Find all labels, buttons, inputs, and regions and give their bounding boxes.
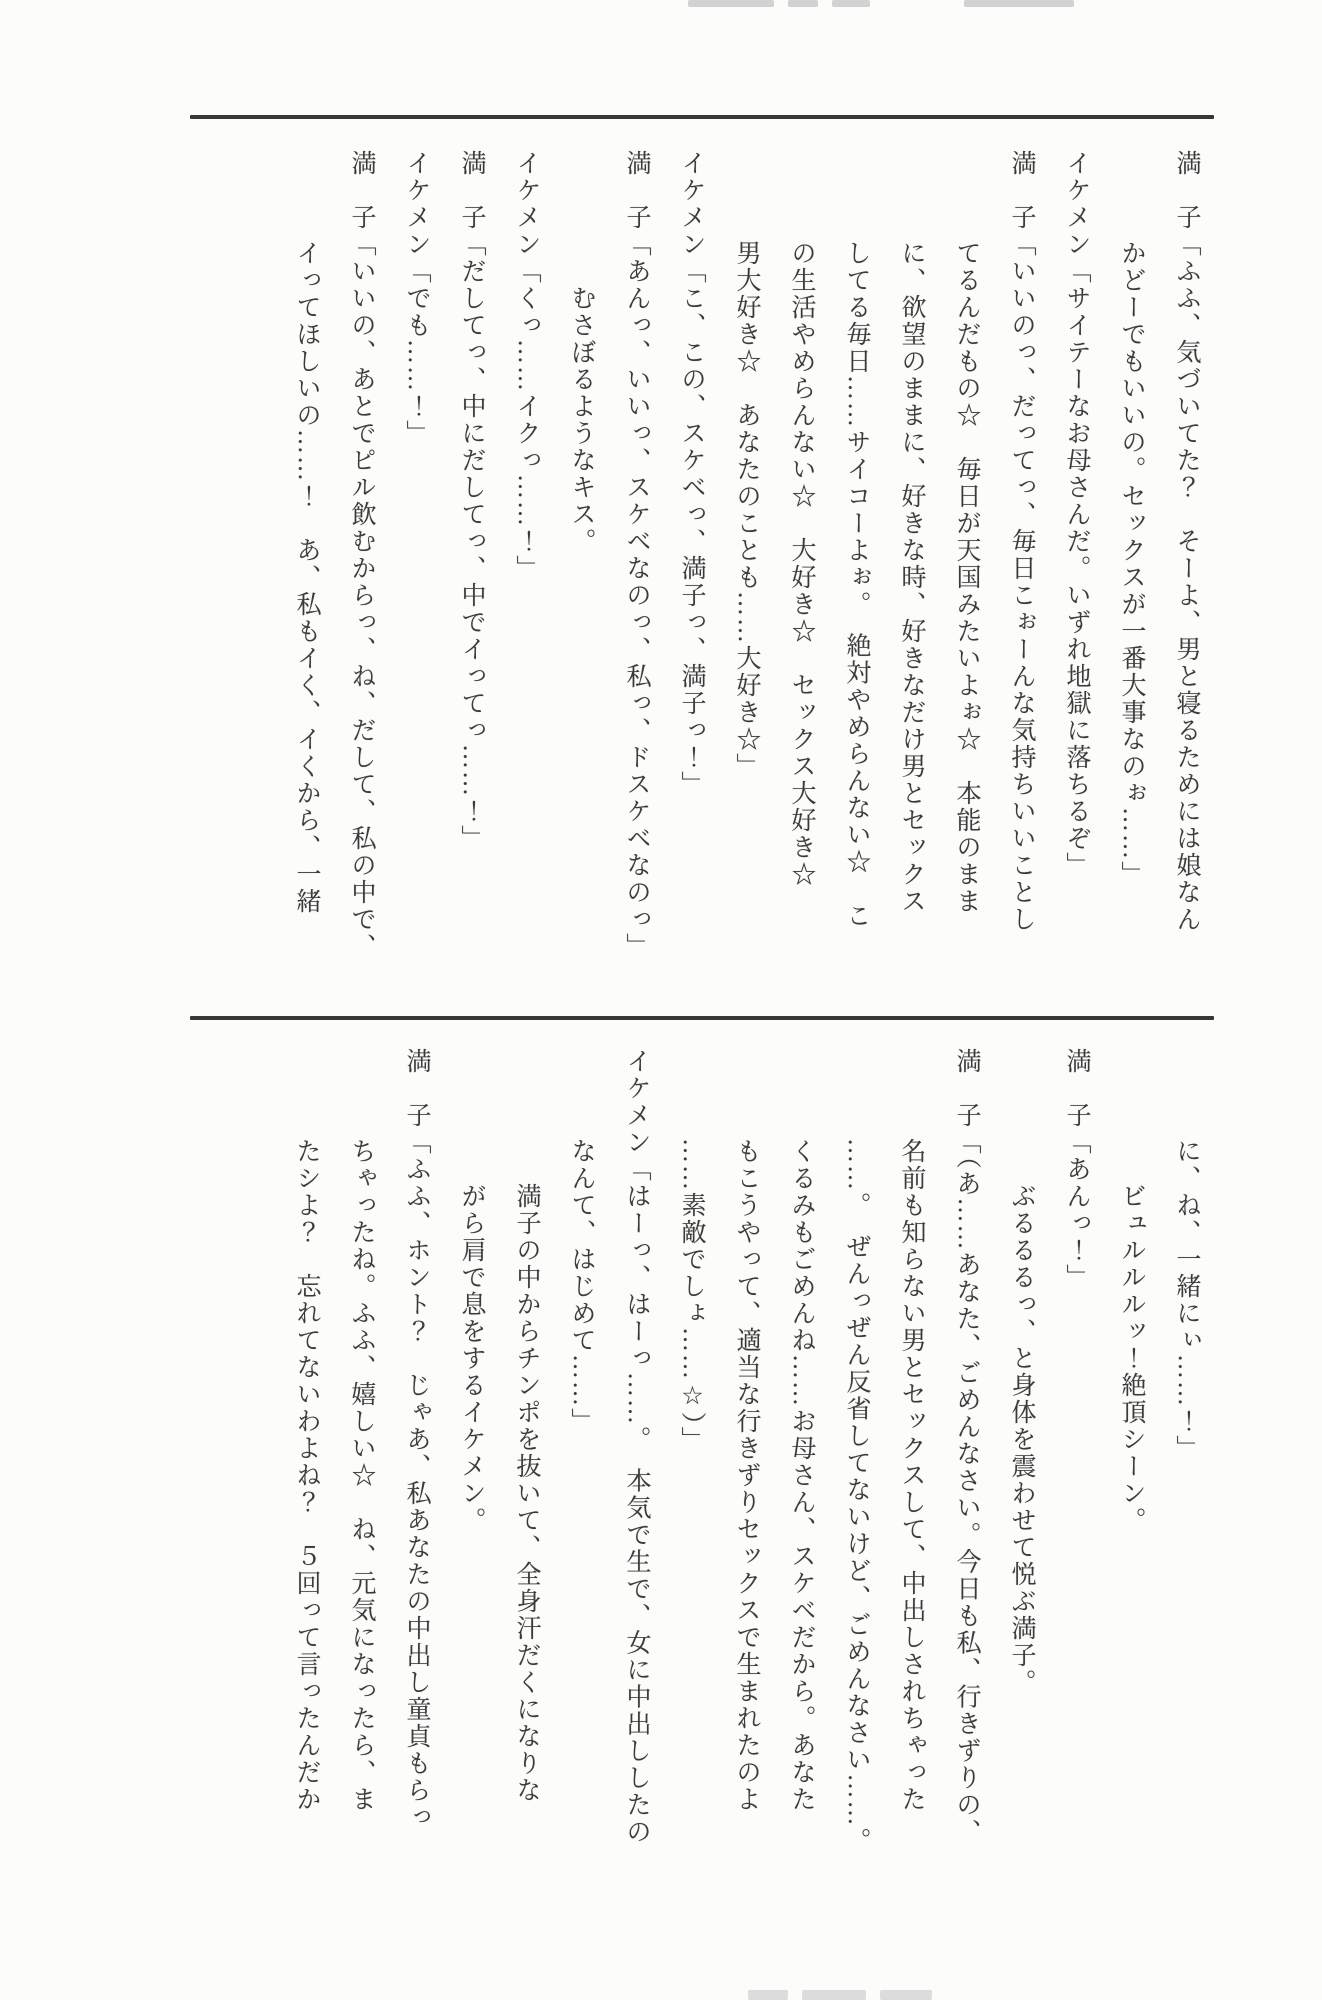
text-column: に、欲望のままに、好きな時、好きなだけ男とセックス — [898, 240, 925, 915]
text-column: イケメン「くっ……イクっ……！」 — [513, 150, 540, 582]
text-column: くるみもごめんね……お母さん、スケベだから。あなた — [788, 1138, 815, 1813]
text-column: 満 子「ふふ、ホント？ じゃあ、私あなたの中出し童貞もらっ — [403, 1048, 430, 1831]
scan-artifact-top — [688, 0, 1074, 7]
section-divider-rule — [190, 1016, 1214, 1020]
text-column: ……素敵でしょ……☆）」 — [678, 1138, 705, 1454]
top-rule — [190, 115, 1214, 119]
text-column: イケメン「はーっ、はーっ……。 本気で生で、女に中出ししたの — [623, 1048, 650, 1846]
text-column: もこうやって、適当な行きずりセックスで生まれたのよ — [733, 1138, 760, 1813]
text-column: してる毎日……サイコーよぉ。 絶対やめらんない☆ こ — [843, 240, 870, 930]
text-column: むさぼるようなキス。 — [568, 285, 595, 555]
text-column: 満 子「ふふ、気づいてた？ そーよ、男と寝るためには娘なん — [1173, 150, 1200, 933]
text-column: イケメン「でも……！」 — [403, 150, 430, 447]
text-column: 満 子「いいのっ、だってっ、毎日こぉーんな気持ちいいことし — [1008, 150, 1035, 933]
text-column: 名前も知らない男とセックスして、中出しされちゃった — [898, 1138, 925, 1813]
text-column: ビュルルルッ！絶頂シーン。 — [1118, 1183, 1145, 1534]
text-column: ……。 ぜんっぜん反省してないけど、ごめんなさい……。 — [843, 1138, 870, 1855]
text-column: ぶるるるっ、と身体を震わせて悦ぶ満子。 — [1008, 1183, 1035, 1696]
text-column: がら肩で息をするイケメン。 — [458, 1183, 485, 1534]
text-column: てるんだもの☆ 毎日が天国みたいよぉ☆ 本能のまま — [953, 240, 980, 915]
text-column: 満 子「（あ……あなた、ごめんなさい。今日も私、行きずりの、 — [953, 1048, 980, 1846]
dialogue-section-top — [190, 150, 1214, 1016]
text-column: 満子の中からチンポを抜いて、全身汗だくになりな — [513, 1183, 540, 1804]
scan-artifact-bottom — [748, 1990, 932, 2000]
dialogue-section-bottom — [190, 1048, 1214, 1872]
text-column: なんて、はじめて……」 — [568, 1138, 595, 1435]
text-column: イってほしいの……！ あ、私もイく、イくから、一緒 — [293, 240, 320, 915]
text-column: たシよ？ 忘れてないわよね？ ５回って言ったんだか — [293, 1138, 320, 1813]
text-column: 満 子「あんっ、いいっ、スケベなのっ、私っ、ドスケベなのっ」 — [623, 150, 650, 960]
text-column: 満 子「いいの、あとでピル飲むからっ、ね、だして、私の中で、 — [348, 150, 375, 960]
text-column: 満 子「だしてっ、中にだしてっ、中でイってっ……！」 — [458, 150, 485, 852]
text-column: かどーでもいいの。セックスが一番大事なのぉ……」 — [1118, 240, 1145, 888]
text-column: に、ね、一緒にぃ……！」 — [1173, 1138, 1200, 1462]
text-column: 男大好き☆ あなたのことも……大好き☆」 — [733, 240, 760, 780]
text-column: ちゃったね。ふふ、嬉しい☆ ね、元気になったら、ま — [348, 1138, 375, 1813]
text-column: イケメン「こ、この、スケベっ、満子っ、満子っ！」 — [678, 150, 705, 798]
text-column: イケメン「サイテーなお母さんだ。いずれ地獄に落ちるぞ」 — [1063, 150, 1090, 879]
text-column: 満 子「あんっ！」 — [1063, 1048, 1090, 1291]
text-column: の生活やめらんない☆ 大好き☆ セックス大好き☆ — [788, 240, 815, 888]
